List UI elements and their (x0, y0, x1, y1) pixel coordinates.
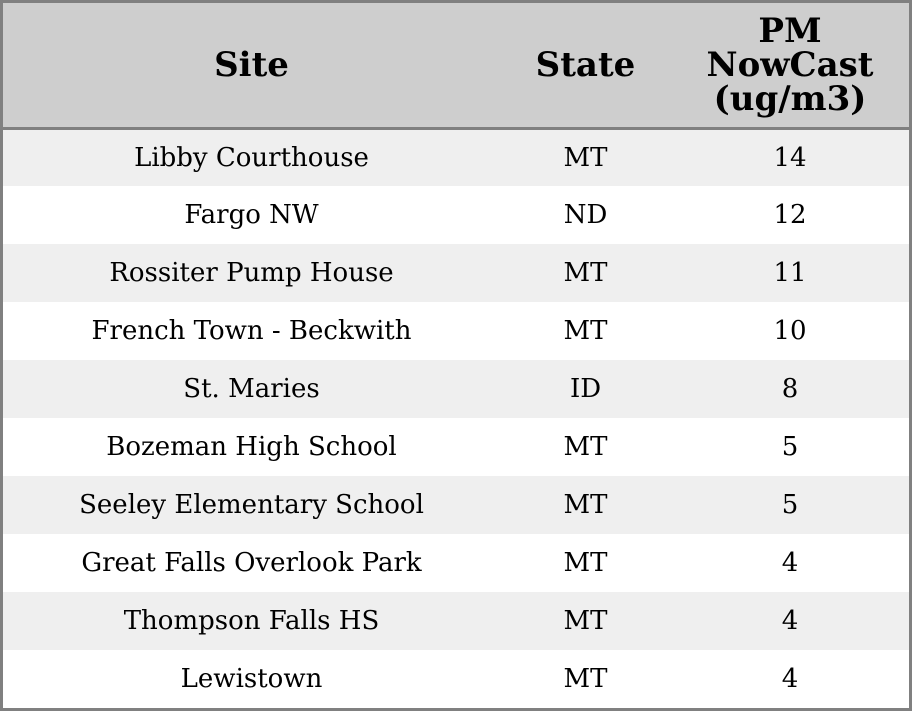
table-row (3, 244, 909, 302)
cell-state: MT (563, 548, 608, 578)
table-row (3, 592, 909, 650)
cell-state: ND (563, 200, 608, 230)
cell-site: Libby Courthouse (134, 142, 369, 173)
cell-state: MT (563, 490, 608, 520)
table-header (3, 3, 909, 128)
cell-pm: 5 (781, 432, 799, 462)
cell-site: Rossiter Pump House (109, 258, 394, 288)
table-row (3, 418, 909, 476)
cell-site: Bozeman High School (106, 432, 397, 462)
header-row (3, 3, 909, 128)
cell-state: MT (563, 664, 608, 694)
cell-pm: 8 (781, 374, 799, 404)
header-pm (671, 3, 909, 128)
header-pm-line-2: NowCast (706, 44, 874, 85)
cell-state: MT (563, 316, 608, 346)
cell-site: Lewistown (180, 664, 323, 694)
cell-state: MT (563, 142, 608, 173)
cell-state: MT (563, 258, 608, 288)
table-row (3, 534, 909, 592)
cell-site: Seeley Elementary School (79, 490, 424, 520)
header-pm-line-1: PM (758, 10, 822, 51)
table-row (3, 650, 909, 708)
header-site (3, 3, 500, 128)
cell-state: MT (563, 432, 608, 462)
cell-site: Fargo NW (184, 200, 319, 230)
cell-pm: 11 (773, 258, 807, 288)
cell-pm: 14 (773, 142, 807, 173)
cell-state: ID (569, 374, 602, 404)
header-state-line: State (535, 44, 636, 85)
header-site-line: Site (214, 44, 289, 85)
table-body (3, 128, 909, 708)
cell-site: Great Falls Overlook Park (81, 548, 422, 578)
cell-site: French Town - Beckwith (91, 316, 412, 346)
header-state (500, 3, 671, 128)
cell-site: Thompson Falls HS (123, 606, 380, 636)
table-row (3, 186, 909, 244)
cell-pm: 10 (773, 316, 807, 346)
data-table (3, 3, 909, 708)
table-row (3, 476, 909, 534)
table-row (3, 302, 909, 360)
cell-pm: 4 (781, 548, 799, 578)
cell-pm: 4 (781, 664, 799, 694)
table-row (3, 360, 909, 418)
header-pm-line-3: (ug/m3) (713, 78, 867, 119)
cell-pm: 5 (781, 490, 799, 520)
cell-state: MT (563, 606, 608, 636)
cell-pm: 4 (781, 606, 799, 636)
cell-pm: 12 (773, 200, 807, 230)
table-row (3, 128, 909, 186)
cell-site: St. Maries (183, 374, 320, 404)
